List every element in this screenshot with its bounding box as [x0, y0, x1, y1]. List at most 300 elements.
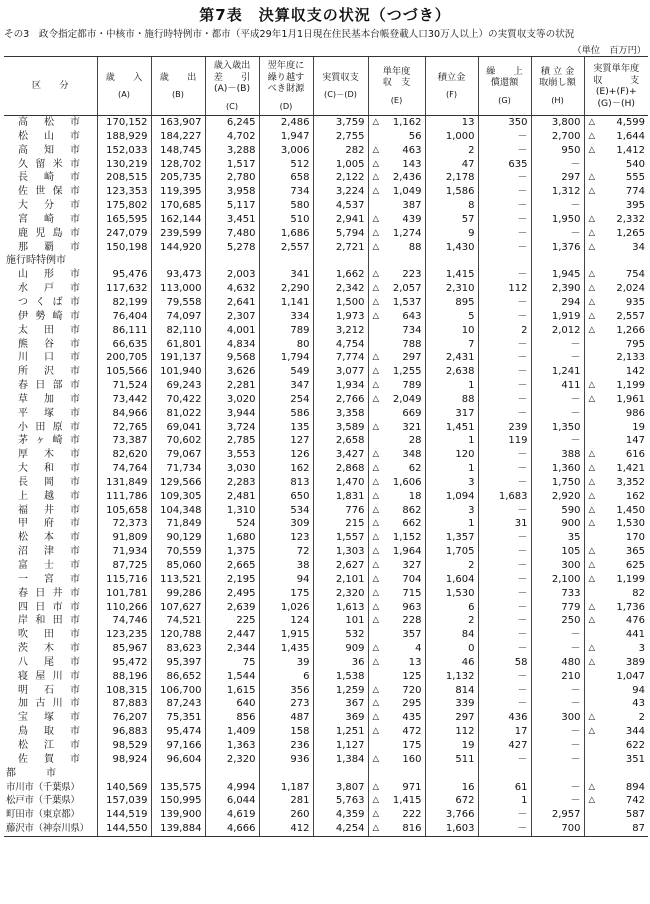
value-cell: 387: [368, 199, 425, 213]
cell-number: 2,049: [392, 393, 422, 405]
value-cell: 70,422: [151, 393, 205, 407]
value-cell: 1,132: [425, 670, 478, 684]
city-name-cell: [4, 185, 97, 199]
value-cell: －: [531, 199, 584, 213]
value-cell: 90,129: [151, 531, 205, 545]
value-cell: 86,652: [151, 670, 205, 684]
value-cell: －: [478, 670, 531, 684]
value-cell: 113,000: [151, 282, 205, 296]
value-cell: －: [531, 725, 584, 739]
value-cell: [584, 227, 648, 241]
value-cell: 1,241: [531, 365, 584, 379]
negative-marker-icon: △: [588, 130, 596, 141]
value-cell: [584, 476, 648, 490]
table-row: [4, 697, 648, 711]
value-cell: 586: [259, 407, 313, 421]
value-cell: 369: [313, 711, 368, 725]
value-cell: 123: [259, 531, 313, 545]
value-cell: －: [478, 559, 531, 573]
value-cell: 157,039: [97, 794, 151, 808]
value-cell: 95,474: [151, 725, 205, 739]
city-name-cell: [4, 822, 97, 836]
value-cell: 524: [205, 517, 259, 531]
value-cell: 1,680: [205, 531, 259, 545]
city-name: 町田市（東京都）: [6, 809, 80, 821]
value-cell: 1,047: [584, 670, 648, 684]
city-name: 川口市: [18, 352, 80, 364]
value-cell: 3: [425, 476, 478, 490]
value-cell: －: [478, 199, 531, 213]
value-cell: [368, 268, 425, 282]
value-cell: －: [478, 144, 531, 158]
value-cell: 350: [478, 116, 531, 130]
cell-number: 971: [402, 781, 422, 793]
cell-number: 13: [408, 656, 422, 668]
value-cell: 2,627: [313, 559, 368, 573]
value-cell: 2,920: [531, 490, 584, 504]
value-cell: 1,415: [425, 268, 478, 282]
city-name: 明石市: [18, 684, 80, 696]
value-cell: 148,745: [151, 144, 205, 158]
table-row: [4, 587, 648, 601]
value-cell: －: [478, 684, 531, 698]
value-cell: －: [478, 268, 531, 282]
empty-cell: [259, 767, 313, 781]
value-cell: －: [531, 794, 584, 808]
value-cell: 1,187: [259, 781, 313, 795]
city-name-cell: [4, 517, 97, 531]
value-cell: 98,529: [97, 739, 151, 753]
value-cell: 487: [259, 711, 313, 725]
value-cell: 640: [205, 697, 259, 711]
value-cell: 188,929: [97, 130, 151, 144]
cell-number: 389: [625, 656, 645, 668]
value-cell: [368, 241, 425, 255]
table-row: [4, 282, 648, 296]
value-cell: 1,500: [313, 296, 368, 310]
cell-number: 862: [402, 504, 422, 516]
value-cell: 112: [478, 282, 531, 296]
value-cell: 87,725: [97, 559, 151, 573]
negative-marker-icon: △: [372, 296, 380, 307]
value-cell: －: [478, 213, 531, 227]
negative-marker-icon: △: [588, 227, 596, 238]
value-cell: 3,020: [205, 393, 259, 407]
value-cell: [584, 116, 648, 130]
negative-marker-icon: △: [372, 753, 380, 764]
cell-number: 1,415: [392, 795, 422, 807]
column-header-label: 翌年度に: [267, 60, 305, 71]
negative-marker-icon: △: [588, 615, 596, 626]
value-cell: 1,470: [313, 476, 368, 490]
value-cell: 91,809: [97, 531, 151, 545]
value-cell: 1,615: [205, 684, 259, 698]
value-cell: 1,613: [313, 601, 368, 615]
value-cell: 74,764: [97, 462, 151, 476]
value-cell: 856: [205, 711, 259, 725]
value-cell: 700: [531, 822, 584, 836]
value-cell: －: [478, 808, 531, 822]
value-cell: [368, 517, 425, 531]
value-cell: 210: [531, 670, 584, 684]
cell-number: 321: [402, 421, 422, 433]
value-cell: 357: [368, 628, 425, 642]
value-cell: [368, 587, 425, 601]
value-cell: 93,473: [151, 268, 205, 282]
negative-marker-icon: △: [372, 393, 380, 404]
value-cell: 117,632: [97, 282, 151, 296]
value-cell: 70,559: [151, 545, 205, 559]
value-cell: 1,517: [205, 158, 259, 172]
table-row: [4, 476, 648, 490]
negative-marker-icon: △: [588, 712, 596, 723]
value-cell: 98,924: [97, 753, 151, 767]
value-cell: 2,390: [531, 282, 584, 296]
table-row: [4, 158, 648, 172]
value-cell: 427: [478, 739, 531, 753]
negative-marker-icon: △: [588, 573, 596, 584]
value-cell: [368, 753, 425, 767]
value-cell: 734: [368, 324, 425, 338]
value-cell: 56: [368, 130, 425, 144]
value-cell: 5,117: [205, 199, 259, 213]
value-cell: 1,538: [313, 670, 368, 684]
value-cell: 734: [259, 185, 313, 199]
value-cell: 71,934: [97, 545, 151, 559]
table-row: [4, 227, 648, 241]
negative-marker-icon: △: [372, 227, 380, 238]
value-cell: 71,734: [151, 462, 205, 476]
cell-number: 1,162: [392, 117, 422, 128]
value-cell: 191,137: [151, 351, 205, 365]
cell-number: 4: [415, 643, 422, 655]
empty-cell: [584, 254, 648, 268]
city-name-cell: [4, 116, 97, 130]
cell-number: 463: [402, 144, 422, 156]
column-header: [584, 57, 648, 116]
city-name-cell: [4, 158, 97, 172]
column-header: [368, 57, 425, 116]
value-cell: 1,094: [425, 490, 478, 504]
value-cell: [368, 158, 425, 172]
cell-number: 1,199: [616, 380, 645, 392]
value-cell: [368, 684, 425, 698]
city-name-cell: [4, 393, 97, 407]
value-cell: 2,310: [425, 282, 478, 296]
column-header-code: (F): [445, 89, 458, 99]
negative-marker-icon: △: [372, 213, 380, 224]
value-cell: [584, 656, 648, 670]
negative-marker-icon: △: [372, 380, 380, 391]
negative-marker-icon: △: [372, 643, 380, 654]
cell-number: 1,450: [616, 504, 645, 516]
value-cell: 95,397: [151, 656, 205, 670]
value-cell: 3,553: [205, 448, 259, 462]
city-name-cell: [4, 241, 97, 255]
value-cell: 1,586: [425, 185, 478, 199]
value-cell: －: [478, 130, 531, 144]
cell-number: 1,537: [392, 296, 422, 308]
cell-number: 616: [625, 449, 645, 461]
city-name: つくば市: [18, 296, 80, 308]
negative-marker-icon: △: [372, 463, 380, 474]
value-cell: 61: [478, 781, 531, 795]
value-cell: 512: [259, 158, 313, 172]
value-cell: 8: [425, 199, 478, 213]
city-name: 春日井市: [18, 587, 80, 599]
negative-marker-icon: △: [588, 601, 596, 612]
city-name-cell: [4, 379, 97, 393]
value-cell: 72: [259, 545, 313, 559]
table-row: [4, 462, 648, 476]
value-cell: [584, 573, 648, 587]
table-row: [4, 421, 648, 435]
cell-number: 704: [402, 573, 422, 585]
negative-marker-icon: △: [372, 532, 380, 543]
value-cell: 87: [584, 822, 648, 836]
city-name-cell: [4, 310, 97, 324]
value-cell: 107,627: [151, 601, 205, 615]
value-cell: 4,754: [313, 338, 368, 352]
city-name: 鹿児島市: [18, 227, 80, 239]
value-cell: 1,973: [313, 310, 368, 324]
value-cell: 669: [368, 407, 425, 421]
value-cell: 2,665: [205, 559, 259, 573]
city-name-cell: [4, 711, 97, 725]
value-cell: 150,995: [151, 794, 205, 808]
cell-number: 715: [402, 587, 422, 599]
value-cell: 144,550: [97, 822, 151, 836]
value-cell: 341: [259, 268, 313, 282]
value-cell: 6: [259, 670, 313, 684]
column-header-label: 単年度: [382, 65, 411, 77]
city-name: 富士市: [18, 560, 80, 571]
cell-number: 789: [402, 380, 422, 392]
value-cell: [368, 642, 425, 656]
value-cell: [368, 448, 425, 462]
city-name: 寝屋川市: [18, 670, 80, 682]
value-cell: 795: [584, 338, 648, 352]
negative-marker-icon: △: [588, 726, 596, 737]
value-cell: 4,619: [205, 808, 259, 822]
negative-marker-icon: △: [588, 213, 596, 224]
value-cell: 19: [425, 739, 478, 753]
value-cell: 4,001: [205, 324, 259, 338]
section-label: 都 市: [6, 767, 56, 779]
city-name: 茅ヶ崎市: [18, 435, 80, 447]
value-cell: 1,430: [425, 241, 478, 255]
city-name: 大和市: [18, 463, 80, 475]
negative-marker-icon: △: [588, 449, 596, 460]
value-cell: －: [478, 614, 531, 628]
value-cell: 4,994: [205, 781, 259, 795]
value-cell: 97,166: [151, 739, 205, 753]
value-cell: 72,765: [97, 421, 151, 435]
value-cell: 66,635: [97, 338, 151, 352]
value-cell: 58: [478, 656, 531, 670]
value-cell: －: [531, 434, 584, 448]
table-row: [4, 365, 648, 379]
value-cell: 1,127: [313, 739, 368, 753]
value-cell: 57: [425, 213, 478, 227]
city-name-cell: [4, 642, 97, 656]
city-name-cell: [4, 282, 97, 296]
value-cell: 1,310: [205, 504, 259, 518]
cell-number: 2,024: [616, 283, 645, 295]
value-cell: 658: [259, 171, 313, 185]
negative-marker-icon: △: [372, 158, 380, 169]
value-cell: －: [478, 296, 531, 310]
city-name: 一宮市: [18, 573, 80, 585]
cell-number: 1,964: [392, 546, 422, 558]
negative-marker-icon: △: [372, 186, 380, 197]
negative-marker-icon: △: [588, 560, 596, 570]
negative-marker-icon: △: [372, 310, 380, 321]
city-name: 小田原市: [18, 421, 80, 433]
value-cell: 152,033: [97, 144, 151, 158]
value-cell: 1,604: [425, 573, 478, 587]
cell-number: 34: [632, 241, 645, 253]
value-cell: 1,251: [313, 725, 368, 739]
value-cell: [584, 490, 648, 504]
value-cell: [584, 310, 648, 324]
value-cell: 127: [259, 434, 313, 448]
empty-cell: [425, 254, 478, 268]
value-cell: [368, 476, 425, 490]
value-cell: 131,849: [97, 476, 151, 490]
value-cell: －: [478, 393, 531, 407]
value-cell: 1,831: [313, 490, 368, 504]
city-name: 沼津市: [18, 546, 80, 558]
table-row: [4, 116, 648, 130]
city-name-cell: [4, 144, 97, 158]
table-row: [4, 310, 648, 324]
negative-marker-icon: △: [372, 117, 380, 127]
value-cell: 125: [368, 670, 425, 684]
value-cell: －: [478, 822, 531, 836]
value-cell: 2,307: [205, 310, 259, 324]
value-cell: 99,286: [151, 587, 205, 601]
value-cell: 72,373: [97, 517, 151, 531]
city-name: 松江市: [18, 739, 80, 751]
cell-number: 476: [625, 615, 645, 627]
value-cell: －: [478, 531, 531, 545]
value-cell: [584, 282, 648, 296]
value-cell: 61,801: [151, 338, 205, 352]
value-cell: 2,344: [205, 642, 259, 656]
column-header: [259, 57, 313, 116]
negative-marker-icon: △: [588, 117, 596, 127]
negative-marker-icon: △: [372, 144, 380, 155]
value-cell: 73,387: [97, 434, 151, 448]
value-cell: 81,022: [151, 407, 205, 421]
cell-number: 1,265: [616, 227, 645, 239]
city-name-cell: [4, 725, 97, 739]
city-name: 熊谷市: [18, 338, 80, 350]
value-cell: [368, 781, 425, 795]
cell-number: 344: [625, 726, 645, 738]
column-header-label: 実質収支: [322, 71, 359, 83]
value-cell: 69,041: [151, 421, 205, 435]
table-row: [4, 517, 648, 531]
value-cell: －: [478, 642, 531, 656]
value-cell: 3,589: [313, 421, 368, 435]
negative-marker-icon: △: [372, 476, 380, 487]
value-cell: 2,495: [205, 587, 259, 601]
value-cell: 225: [205, 614, 259, 628]
cell-number: 2,057: [392, 283, 422, 295]
value-cell: 2,639: [205, 601, 259, 615]
value-cell: 436: [478, 711, 531, 725]
negative-marker-icon: △: [588, 643, 596, 654]
value-cell: －: [478, 476, 531, 490]
table-row: [4, 531, 648, 545]
value-cell: 39: [259, 656, 313, 670]
negative-marker-icon: △: [588, 463, 596, 474]
cell-number: 3,352: [616, 476, 645, 488]
value-cell: 2,941: [313, 213, 368, 227]
table-row: [4, 448, 648, 462]
value-cell: －: [478, 351, 531, 365]
value-cell: 95,472: [97, 656, 151, 670]
value-cell: 96,604: [151, 753, 205, 767]
value-cell: [584, 517, 648, 531]
table-row: [4, 241, 648, 255]
value-cell: 7,480: [205, 227, 259, 241]
value-cell: 2,658: [313, 434, 368, 448]
city-name-cell: [4, 781, 97, 795]
value-cell: 2: [478, 324, 531, 338]
negative-marker-icon: △: [588, 393, 596, 404]
value-cell: 112: [425, 725, 478, 739]
value-cell: 2,447: [205, 628, 259, 642]
negative-marker-icon: △: [588, 518, 596, 529]
value-cell: [368, 822, 425, 836]
cell-number: 228: [402, 615, 422, 627]
value-cell: 79,558: [151, 296, 205, 310]
value-cell: [584, 130, 648, 144]
value-cell: 88: [425, 393, 478, 407]
value-cell: －: [478, 504, 531, 518]
negative-marker-icon: △: [588, 186, 596, 197]
empty-cell: [425, 767, 478, 781]
value-cell: 297: [425, 711, 478, 725]
city-name: 春日部市: [18, 380, 80, 392]
value-cell: 534: [259, 504, 313, 518]
city-name: 宝塚市: [18, 712, 80, 724]
value-cell: 788: [368, 338, 425, 352]
value-cell: [368, 545, 425, 559]
value-cell: 239: [478, 421, 531, 435]
value-cell: 82,199: [97, 296, 151, 310]
value-cell: 31: [478, 517, 531, 531]
value-cell: 94: [584, 684, 648, 698]
value-cell: [368, 725, 425, 739]
cell-number: 365: [625, 546, 645, 558]
value-cell: 74,097: [151, 310, 205, 324]
table-row: [4, 490, 648, 504]
table-row: [4, 393, 648, 407]
unit-label: （単位 百万円）: [572, 45, 646, 56]
value-cell: 3,030: [205, 462, 259, 476]
value-cell: 129,566: [151, 476, 205, 490]
negative-marker-icon: △: [372, 172, 380, 183]
column-header-label: 収 支: [382, 77, 411, 89]
value-cell: 2,486: [259, 116, 313, 130]
value-cell: 986: [584, 407, 648, 421]
value-cell: 200,705: [97, 351, 151, 365]
city-name-cell: [4, 628, 97, 642]
